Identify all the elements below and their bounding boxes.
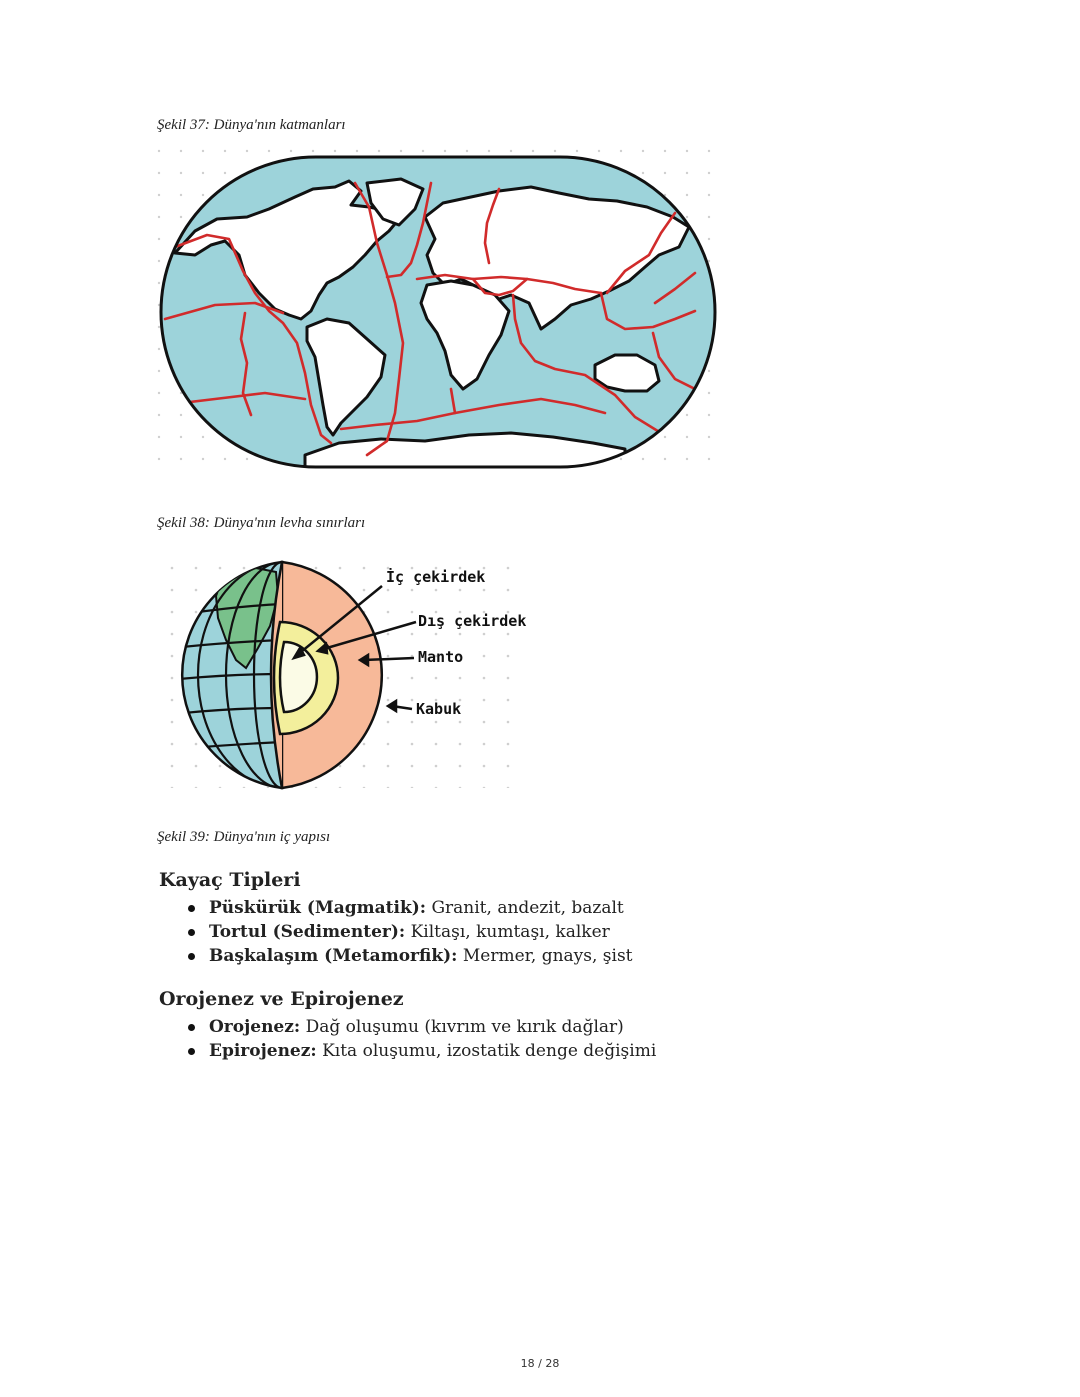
bullet-icon [188, 953, 195, 960]
list-item [186, 897, 633, 921]
earth-interior-diagram [160, 556, 527, 788]
australia-landmass [595, 355, 659, 391]
list-item-text: Granit, andezit, bazalt [426, 898, 624, 918]
mantle-label: Manto [418, 648, 464, 666]
figure-39-caption: Şekil 39: Dünya'nın iç yapısı [157, 829, 331, 845]
list-item [186, 1016, 656, 1040]
list-item-text: Kiltaşı, kumtaşı, kalker [405, 922, 610, 942]
outer-core-label: Dış çekirdek [418, 612, 527, 630]
section-heading-orojenez: Orojenez ve Epirojenez [159, 988, 404, 1010]
page-number: 18 / 28 [520, 1357, 560, 1370]
kayac-tipleri-list [186, 897, 633, 969]
list-item-text: Mermer, gnays, şist [457, 946, 633, 966]
crust-label: Kabuk [416, 700, 462, 718]
bullet-icon [188, 1024, 195, 1031]
list-item-text: Kıta oluşumu, izostatik denge değişimi [316, 1041, 657, 1061]
list-item [186, 945, 633, 969]
list-item-term: Başkalaşım (Metamorfik): [209, 946, 458, 966]
list-item-term: Orojenez: [209, 1017, 301, 1037]
list-item-term: Epirojenez: [209, 1041, 317, 1061]
orojenez-list [186, 1016, 656, 1064]
bullet-icon [188, 1048, 195, 1055]
list-item [186, 921, 633, 945]
inner-core-label: İç çekirdek [386, 568, 486, 586]
list-item [186, 1040, 656, 1064]
bullet-icon [188, 929, 195, 936]
figure-37-caption: Şekil 37: Dünya'nın katmanları [157, 117, 346, 133]
list-item-term: Püskürük (Magmatik): [209, 898, 427, 918]
world-plate-map [155, 143, 723, 473]
bullet-icon [188, 905, 195, 912]
section-heading-kayac-tipleri: Kayaç Tipleri [159, 869, 301, 891]
list-item-text: Dağ oluşumu (kıvrım ve kırık dağlar) [300, 1017, 624, 1037]
list-item-term: Tortul (Sedimenter): [209, 922, 406, 942]
figure-38-caption: Şekil 38: Dünya'nın levha sınırları [157, 515, 366, 531]
